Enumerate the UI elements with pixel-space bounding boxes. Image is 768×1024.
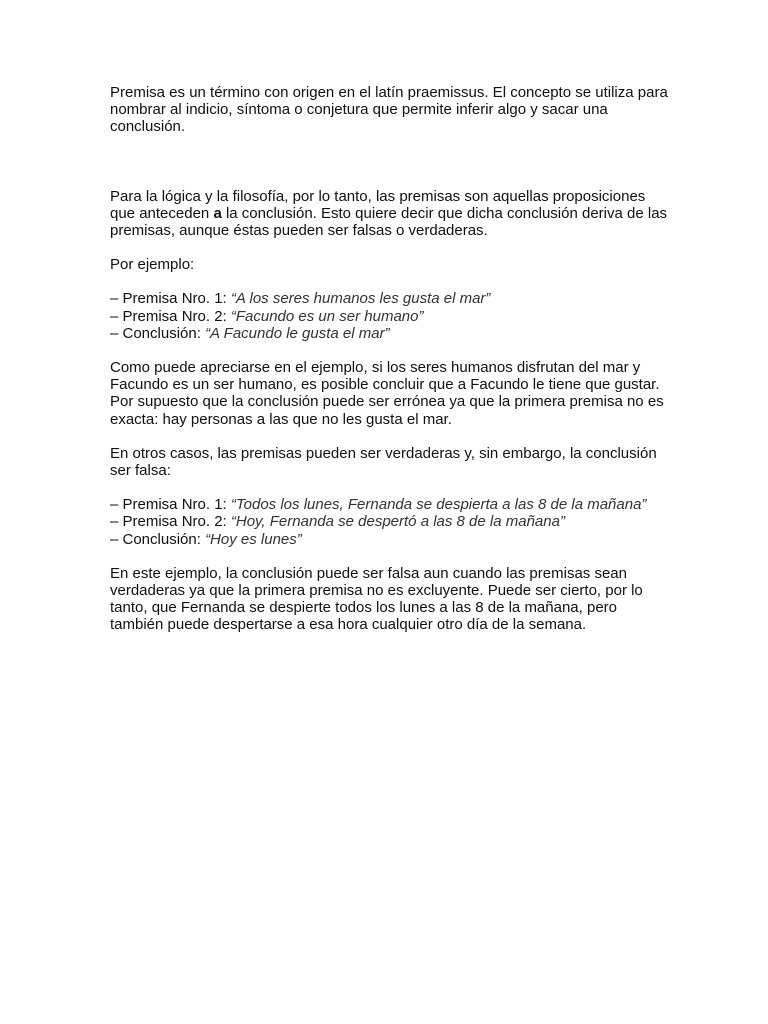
- conclusion-label: – Conclusión:: [110, 530, 206, 548]
- premise-quote: “Todos los lunes, Fernanda se despierta a las 8 de la mañana”: [230, 496, 647, 514]
- document-body: [110, 84, 670, 634]
- example2-conclusion: [110, 531, 670, 548]
- premise-quote: “Facundo es un ser humano”: [230, 307, 424, 325]
- premise-quote: “A los seres humanos les gusta el mar”: [230, 290, 491, 308]
- premise-label: – Premisa Nro. 2:: [110, 513, 231, 531]
- explanation-paragraph-2: En este ejemplo, la conclusión puede ser falsa aun cuando las premisas sean verdaderas ya que la primera premisa no es excluyente. Puede ser cierto, por lo tanto, que Fernanda se despierte todos los lunes a las 8 de la mañana, pero también puede despertarse a esa hora cualquier otro día de la semana.: [110, 564, 643, 634]
- premise-label: – Premisa Nro. 1:: [110, 496, 231, 514]
- example2-premise-2: [110, 513, 670, 530]
- intro-paragraph: Premisa es un término con origen en el latín praemissus. El concepto se utiliza para nombrar al indicio, síntoma o conjetura que permite inferir algo y sacar una conclusión.: [110, 84, 668, 136]
- example-intro: Por ejemplo:: [110, 256, 195, 274]
- explanation-paragraph-1: Como puede apreciarse en el ejemplo, si los seres humanos disfrutan del mar y Facundo es un ser humano, es posible concluir que a Facundo le tiene que gustar. Por supuesto que la conclusión puede ser errónea ya que la primera premisa no es exacta: hay personas a las que no les gusta el mar.: [110, 359, 664, 428]
- example-list-1: [110, 290, 670, 342]
- example1-conclusion: [110, 325, 670, 342]
- example2-premise-1: [110, 496, 670, 513]
- logic-paragraph: [110, 188, 670, 240]
- conclusion-quote: “Hoy es lunes”: [205, 530, 302, 548]
- premise-quote: “Hoy, Fernanda se despertó a las 8 de la mañana”: [230, 513, 565, 531]
- premise-label: – Premisa Nro. 2:: [110, 307, 231, 325]
- example1-premise-1: [110, 290, 670, 307]
- conclusion-quote: “A Facundo le gusta el mar”: [205, 324, 390, 342]
- conclusion-label: – Conclusión:: [110, 324, 206, 342]
- logic-text-start: Para la lógica y la filosofía, por lo tanto, las premisas son aquellas proposiciones que anteceden: [110, 187, 646, 222]
- logic-text-end: la conclusión. Esto quiere decir que dicha conclusión deriva de las premisas, aunque éstas pueden ser falsas o verdaderas.: [110, 204, 668, 240]
- other-cases-paragraph: En otros casos, las premisas pueden ser verdaderas y, sin embargo, la conclusión ser falsa:: [110, 444, 657, 480]
- premise-label: – Premisa Nro. 1:: [110, 290, 231, 308]
- example-list-2: [110, 496, 670, 548]
- example1-premise-2: [110, 308, 670, 325]
- logic-bold-word: a: [213, 204, 222, 222]
